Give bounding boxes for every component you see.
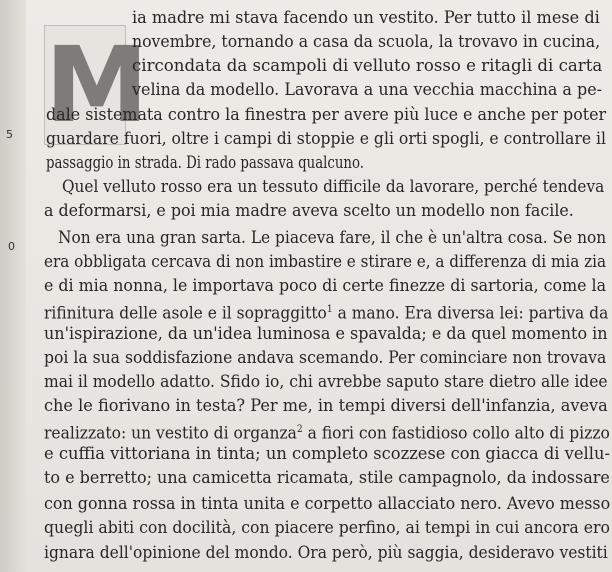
footnote-marker: 1: [326, 304, 333, 315]
line-number: 0: [8, 240, 15, 253]
text-line: poi la sua soddisfazione andava scemando. Per cominciare non trovava: [44, 348, 607, 368]
text-line: Non era una gran sarta. Le piaceva fare, il che è un'altra cosa. Se non: [58, 228, 607, 248]
text-line: ignara dell'opinione del mondo. Ora però, più saggia, desideravo vestiti: [44, 543, 608, 563]
text-line: un'ispirazione, da un'idea luminosa e spavalda; e da quel momento in: [44, 324, 608, 344]
text-line: a deformarsi, e poi mia madre aveva scelto un modello non facile.: [44, 201, 574, 221]
text-segment: a fiori con fastidioso collo alto di pizzo: [302, 423, 610, 444]
text-line: era obbligata cercava di non imbastire e stirare e, a differenza di mia zia: [44, 252, 607, 272]
drop-cap-letter: M: [45, 24, 149, 146]
text-line: quegli abiti con docilità, con piacere perfino, ai tempi in cui ancora ero: [44, 518, 610, 538]
drop-cap-box: [44, 24, 149, 146]
text-segment: rifinitura delle asole e il sopraggitto: [44, 303, 327, 324]
text-line: con gonna rossa in tinta unita e corpetto allacciato nero. Avevo messo: [44, 494, 611, 514]
text-line: dale sistemata contro la finestra per avere più luce e anche per poter: [46, 105, 607, 125]
page-gutter: [0, 0, 26, 572]
text-line: to e berretto; una camicetta ricamata, stile campagnolo, da indossare: [44, 468, 610, 488]
text-line: e di mia nonna, le importava poco di certe finezze di sartoria, come la: [44, 276, 607, 296]
text-line: guardare fuori, oltre i campi di stoppie e gli orti spogli, e controllare il: [46, 129, 607, 149]
text-line: velina da modello. Lavorava a una vecchia macchina a pe-: [132, 80, 603, 100]
text-line: ia madre mi stava facendo un vestito. Per tutto il mese di: [132, 8, 600, 28]
text-line: e cuffia vittoriana in tinta; un completo scozzese con giacca di vellu-: [44, 444, 610, 464]
text-segment: realizzato: un vestito di organza: [44, 423, 297, 444]
text-line: passaggio in strada. Di rado passava qualcuno.: [46, 153, 365, 173]
text-line: circondata da scampoli di velluto rosso e ritagli di carta: [132, 56, 603, 76]
text-line: [44, 420, 610, 444]
footnote-marker: 2: [296, 424, 303, 435]
text-line: mai il modello adatto. Sfido io, chi avrebbe saputo stare dietro alle idee: [44, 372, 608, 392]
text-line: [44, 300, 608, 324]
text-line: che le fiorivano in testa? Per me, in tempi diversi dell'infanzia, aveva: [44, 396, 608, 416]
text-line: novembre, tornando a casa da scuola, la trovavo in cucina,: [132, 32, 601, 52]
text-line: Quel velluto rosso era un tessuto difficile da lavorare, perché tendeva: [62, 177, 605, 197]
line-number: 5: [6, 128, 13, 141]
text-segment: a mano. Era diversa lei: partiva da: [332, 303, 609, 324]
